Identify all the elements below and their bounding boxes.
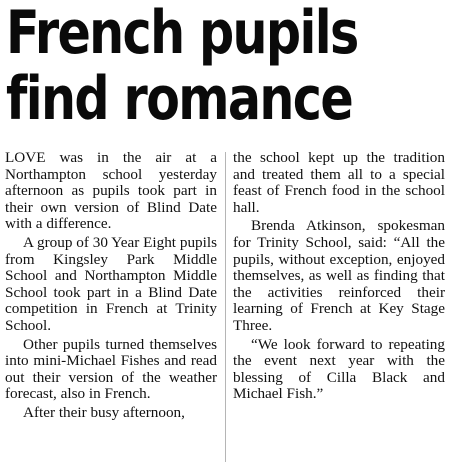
paragraph-feast: the school kept up the tradition and treated them all to a special feast of French food in the school hall. xyxy=(233,149,445,216)
column-divider xyxy=(225,152,226,462)
paragraph-quote: Brenda Atkinson, spokesman for Trinity School, said: “All the pupils, without exception, enjoyed themselves, as well as finding that the activities reinforced their learning of French at Key Stage Three. xyxy=(233,217,445,334)
paragraph-weather: Other pupils turned themselves into mini-Michael Fishes and read out their version of the weather forecast, also in French. xyxy=(5,335,217,403)
left-column xyxy=(5,150,217,422)
headline xyxy=(6,0,367,132)
paragraph-group: A group of 30 Year Eight pupils from Kingsley Park Middle School and Northampton Middle School took part in a Blind Date competition in French at Trinity School. xyxy=(5,233,217,334)
right-column xyxy=(233,150,445,403)
article-body xyxy=(5,150,445,465)
headline-line-1: French pupils xyxy=(6,0,358,68)
headline-line-2: find romance xyxy=(6,64,353,134)
paragraph-closing-quote: “We look forward to repeating the event next year with the blessing of Cilla Black and Michael Fish.” xyxy=(233,335,445,403)
paragraph-afternoon: After their busy afternoon, xyxy=(23,403,185,421)
paragraph-lead: LOVE was in the air at a Northampton school yesterday afternoon as pupils took part in their own version of Blind Date with a difference. xyxy=(5,149,217,233)
